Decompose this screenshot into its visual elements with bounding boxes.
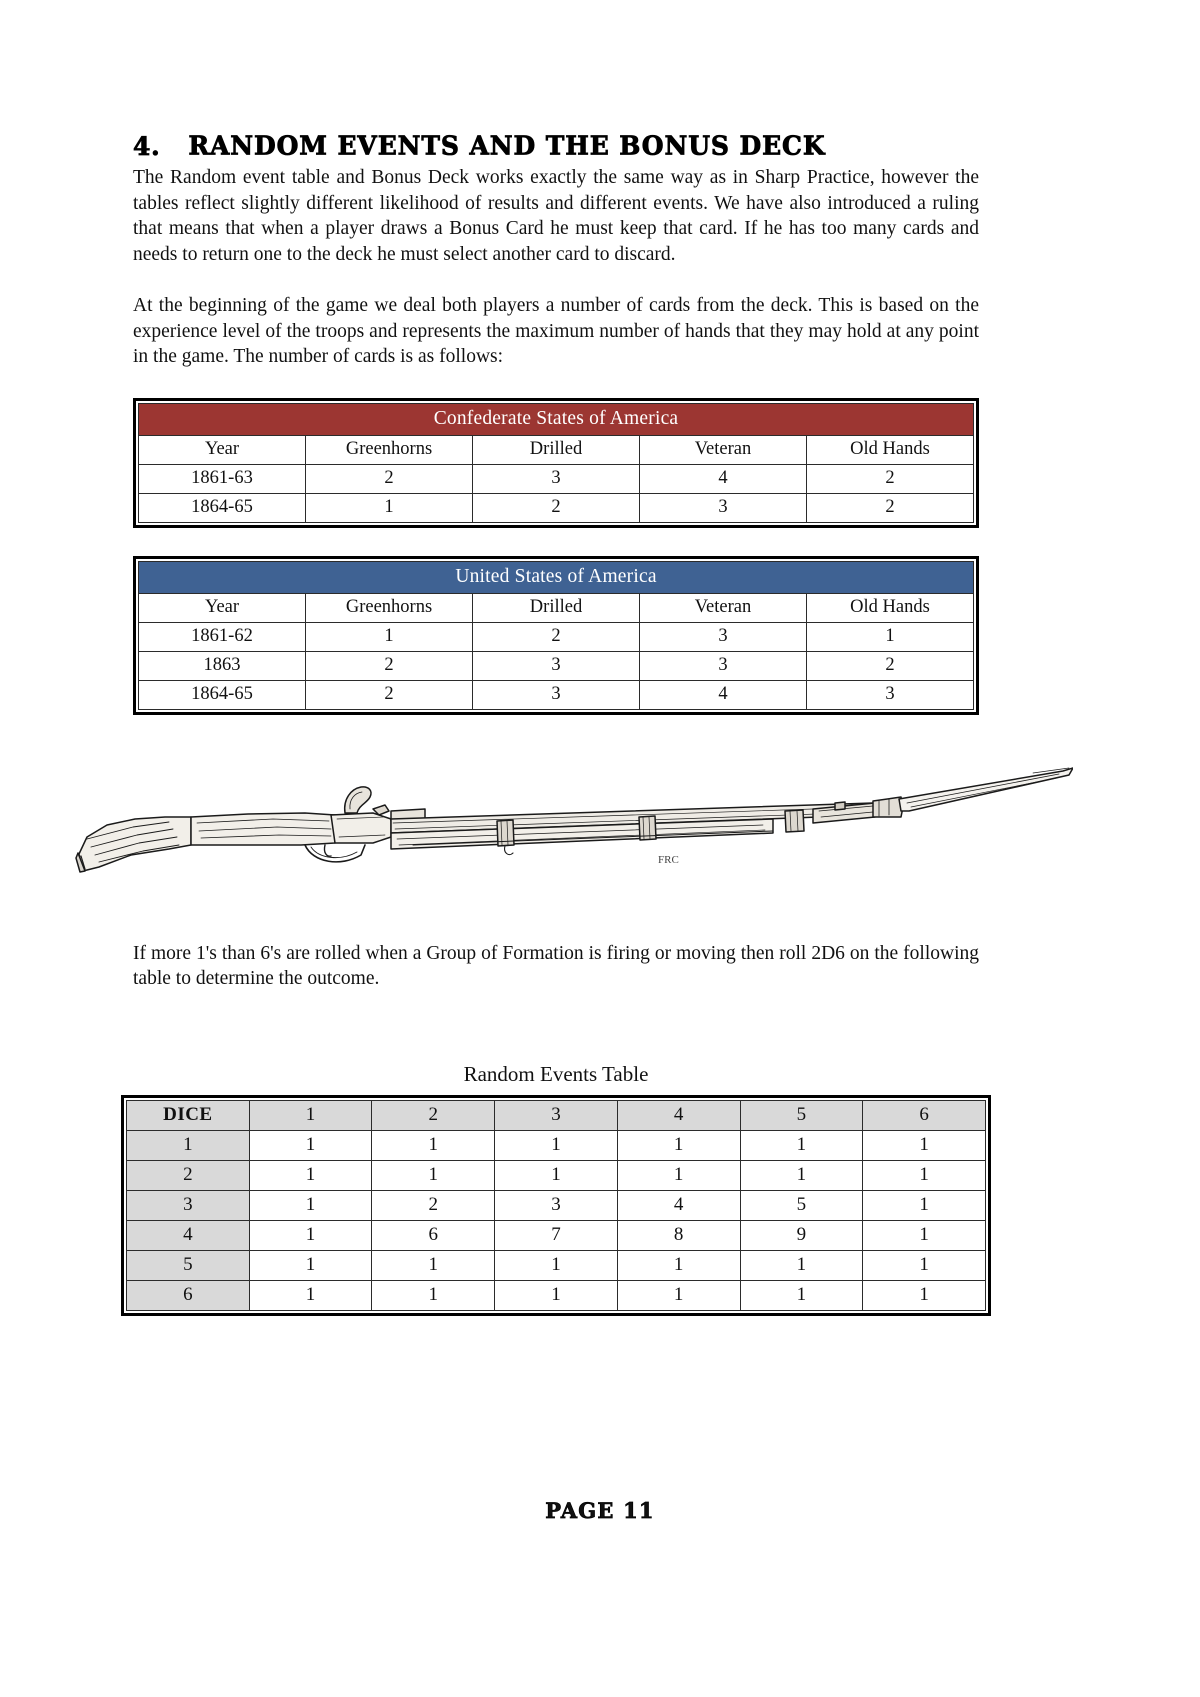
confederate-banner-label: Confederate States of America xyxy=(139,403,974,435)
cell-old-hands: 2 xyxy=(807,493,974,522)
random-events-table-title: Random Events Table xyxy=(463,1061,649,1086)
column-header-year: Year xyxy=(139,593,306,622)
table-header-row xyxy=(127,1100,986,1130)
table-row xyxy=(127,1250,986,1280)
column-header-6: 6 xyxy=(863,1100,986,1130)
cell: 1 xyxy=(863,1160,986,1190)
cell: 1 xyxy=(740,1160,863,1190)
row-header: 1 xyxy=(127,1130,250,1160)
section-title: RANDOM EVENTS AND THE BONUS DECK xyxy=(188,130,826,161)
paragraph-random-events-intro: If more 1's than 6's are rolled when a Group of Formation is firing or moving then roll 2D6 on the following table to determine the outcome. xyxy=(133,942,979,989)
row-header: 4 xyxy=(127,1220,250,1250)
cell: 1 xyxy=(863,1250,986,1280)
cell: 1 xyxy=(863,1280,986,1310)
column-header-greenhorns: Greenhorns xyxy=(306,435,473,464)
table-row xyxy=(139,622,974,651)
table-header-row xyxy=(139,593,974,622)
musket-illustration xyxy=(73,759,1073,929)
union-banner-label: United States of America xyxy=(139,561,974,593)
cell: 1 xyxy=(740,1250,863,1280)
cell-drilled: 2 xyxy=(473,493,640,522)
row-header: 2 xyxy=(127,1160,250,1190)
cell-greenhorns: 2 xyxy=(306,464,473,493)
musket-with-bayonet-icon xyxy=(73,759,1073,929)
cell: 1 xyxy=(863,1220,986,1250)
cell-year: 1864-65 xyxy=(139,680,306,709)
cell-year: 1861-63 xyxy=(139,464,306,493)
cell: 9 xyxy=(740,1220,863,1250)
cell-greenhorns: 2 xyxy=(306,680,473,709)
column-header-dice: DICE xyxy=(127,1100,250,1130)
column-header-2: 2 xyxy=(372,1100,495,1130)
column-header-drilled: Drilled xyxy=(473,593,640,622)
cell: 1 xyxy=(249,1190,372,1220)
cell-veteran: 4 xyxy=(640,464,807,493)
page-content xyxy=(133,0,979,1316)
random-events-table xyxy=(126,1100,986,1311)
column-header-veteran: Veteran xyxy=(640,435,807,464)
cell: 8 xyxy=(617,1220,740,1250)
row-header: 6 xyxy=(127,1280,250,1310)
column-header-greenhorns: Greenhorns xyxy=(306,593,473,622)
table-banner-row xyxy=(139,403,974,435)
table-row xyxy=(127,1130,986,1160)
cell-veteran: 4 xyxy=(640,680,807,709)
cell-drilled: 2 xyxy=(473,622,640,651)
union-table xyxy=(138,561,974,710)
cell-year: 1861-62 xyxy=(139,622,306,651)
cell: 4 xyxy=(617,1190,740,1220)
cell-greenhorns: 1 xyxy=(306,493,473,522)
cell: 1 xyxy=(495,1250,618,1280)
cell: 1 xyxy=(249,1160,372,1190)
cell-year: 1864-65 xyxy=(139,493,306,522)
column-header-year: Year xyxy=(139,435,306,464)
table-row xyxy=(139,651,974,680)
cell: 1 xyxy=(863,1130,986,1160)
cell-old-hands: 2 xyxy=(807,651,974,680)
cell-drilled: 3 xyxy=(473,651,640,680)
table-row xyxy=(139,493,974,522)
page-title xyxy=(133,0,979,161)
cell: 1 xyxy=(617,1160,740,1190)
column-header-4: 4 xyxy=(617,1100,740,1130)
column-header-veteran: Veteran xyxy=(640,593,807,622)
cell: 1 xyxy=(740,1130,863,1160)
illustration-artist-mark: FRC xyxy=(658,853,679,866)
table-row xyxy=(127,1160,986,1190)
section-number: 4. xyxy=(133,132,161,161)
table-header-row xyxy=(139,435,974,464)
cell-drilled: 3 xyxy=(473,464,640,493)
cell-veteran: 3 xyxy=(640,622,807,651)
cell: 1 xyxy=(740,1280,863,1310)
cell: 1 xyxy=(372,1130,495,1160)
cell: 1 xyxy=(617,1130,740,1160)
cell: 1 xyxy=(372,1160,495,1190)
cell: 2 xyxy=(372,1190,495,1220)
cell: 1 xyxy=(617,1280,740,1310)
cell: 5 xyxy=(740,1190,863,1220)
cell-old-hands: 1 xyxy=(807,622,974,651)
cell: 1 xyxy=(495,1280,618,1310)
cell: 1 xyxy=(495,1130,618,1160)
cell: 1 xyxy=(249,1220,372,1250)
cell: 1 xyxy=(249,1130,372,1160)
cell-old-hands: 2 xyxy=(807,464,974,493)
table-row xyxy=(127,1280,986,1310)
cell: 1 xyxy=(617,1250,740,1280)
column-header-old-hands: Old Hands xyxy=(807,593,974,622)
cell: 1 xyxy=(372,1250,495,1280)
cell-drilled: 3 xyxy=(473,680,640,709)
confederate-table xyxy=(138,403,974,523)
cell-greenhorns: 1 xyxy=(306,622,473,651)
table-banner-row xyxy=(139,561,974,593)
table-row xyxy=(139,464,974,493)
cell-veteran: 3 xyxy=(640,651,807,680)
table-row xyxy=(139,680,974,709)
row-header: 3 xyxy=(127,1190,250,1220)
column-header-old-hands: Old Hands xyxy=(807,435,974,464)
union-table-frame xyxy=(133,556,979,715)
random-events-table-frame xyxy=(121,1095,991,1316)
table-row xyxy=(127,1190,986,1220)
column-header-1: 1 xyxy=(249,1100,372,1130)
column-header-5: 5 xyxy=(740,1100,863,1130)
cell: 6 xyxy=(372,1220,495,1250)
cell: 1 xyxy=(495,1160,618,1190)
cell: 1 xyxy=(249,1280,372,1310)
paragraph-card-dealing: At the beginning of the game we deal both players a number of cards from the deck. This is based on the experience level of the troops and represents the maximum number of hands that they may hold at any point in the game. The number of cards is as follows: xyxy=(133,295,979,367)
cell: 3 xyxy=(495,1190,618,1220)
column-header-3: 3 xyxy=(495,1100,618,1130)
table-row xyxy=(127,1220,986,1250)
cell-greenhorns: 2 xyxy=(306,651,473,680)
page-number-footer: PAGE 11 xyxy=(545,1498,655,1523)
cell-old-hands: 3 xyxy=(807,680,974,709)
cell: 1 xyxy=(863,1190,986,1220)
cell: 1 xyxy=(249,1250,372,1280)
column-header-drilled: Drilled xyxy=(473,435,640,464)
cell-year: 1863 xyxy=(139,651,306,680)
cell-veteran: 3 xyxy=(640,493,807,522)
row-header: 5 xyxy=(127,1250,250,1280)
cell: 7 xyxy=(495,1220,618,1250)
cell: 1 xyxy=(372,1280,495,1310)
paragraph-intro: The Random event table and Bonus Deck works exactly the same way as in Sharp Practice, however the tables reflect slightly different likelihood of results and different events. We have also introduced a ruling that means that when a player draws a Bonus Card he must keep that card. If he has too many cards and needs to return one to the deck he must select another card to discard. xyxy=(133,167,979,265)
confederate-table-frame xyxy=(133,398,979,528)
